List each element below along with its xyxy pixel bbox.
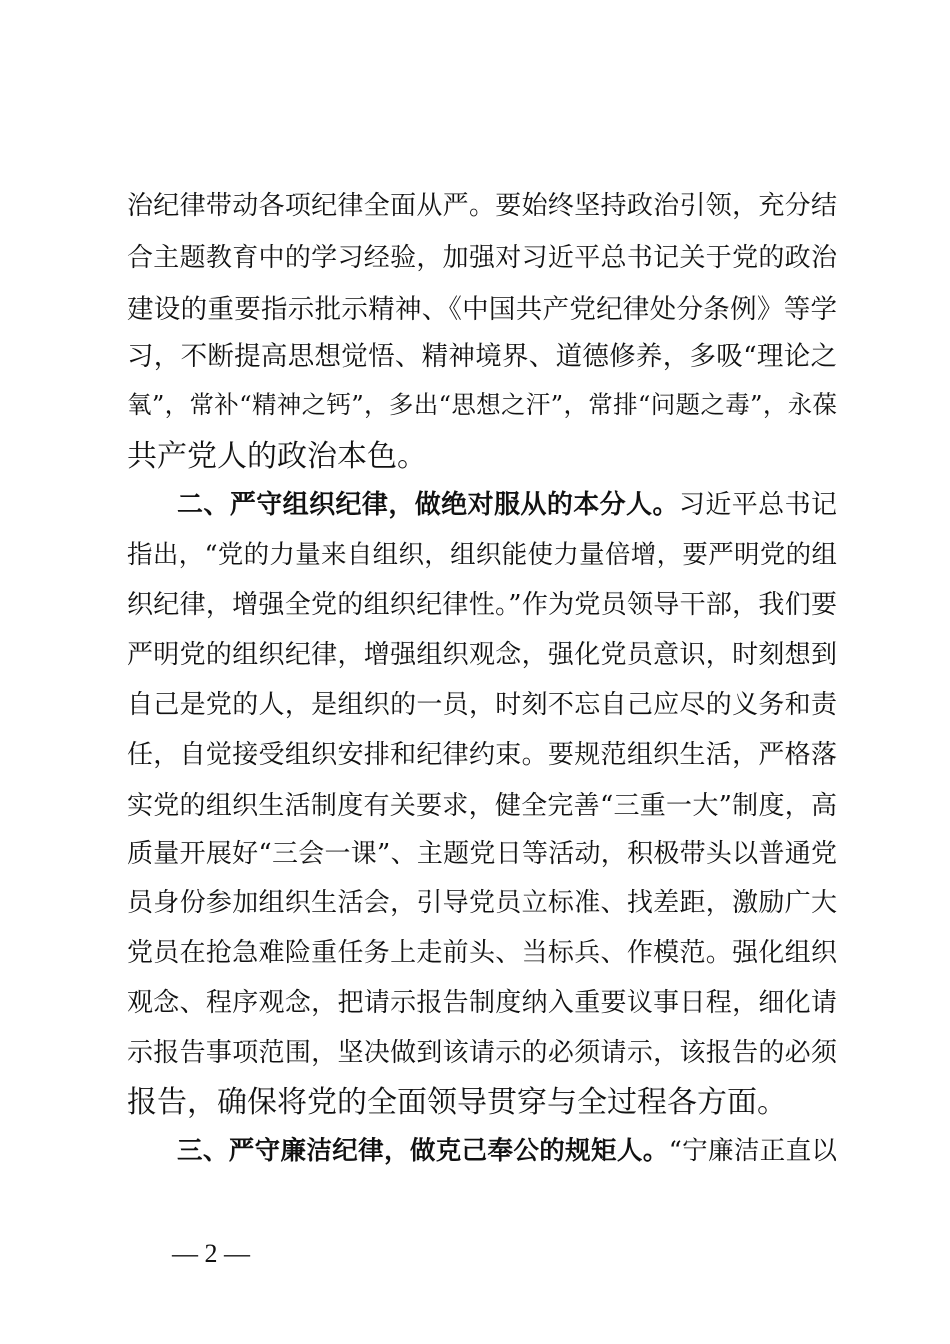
- text-line: 自己是党的人，是组织的一员，时刻不忘自己应尽的义务和责: [127, 690, 837, 720]
- section-heading: 二、严守组织纪律，做绝对服从的本分人。: [177, 490, 679, 520]
- text-line: 严明党的组织纪律，增强组织观念，强化党员意识，时刻想到: [127, 640, 837, 670]
- text-line: 示报告事项范围，坚决做到该请示的必须请示，该报告的必须: [127, 1038, 837, 1068]
- text-line: 合主题教育中的学习经验，加强对习近平总书记关于党的政治: [127, 243, 837, 273]
- section-heading: 三、严守廉洁纪律，做克己奉公的规矩人。: [177, 1136, 669, 1166]
- text-run: 习近平总书记: [678, 490, 837, 520]
- text-line: 员身份参加组织生活会，引导党员立标准、找差距，激励广大: [127, 888, 837, 918]
- text-line: 共产党人的政治本色。: [127, 439, 427, 474]
- text-line: 任，自觉接受组织安排和纪律约束。要规范组织生活，严格落: [127, 740, 837, 770]
- text-line: 织纪律，增强全党的组织纪律性。”作为党员领导干部，我们要: [127, 590, 837, 620]
- text-line: 观念、程序观念，把请示报告制度纳入重要议事日程，细化请: [127, 988, 837, 1018]
- paragraph-first-line: [177, 1126, 837, 1176]
- paragraph-first-line: [177, 480, 837, 530]
- text-line: 实党的组织生活制度有关要求，健全完善“三重一大”制度，高: [127, 791, 837, 821]
- page-number: — 2 —: [172, 1239, 250, 1268]
- text-line: 建设的重要指示批示精神、《中国共产党纪律处分条例》等学: [127, 294, 837, 325]
- text-line: 报告，确保将党的全面领导贯穿与全过程各方面。: [127, 1085, 787, 1120]
- text-run: “宁廉洁正直以: [668, 1136, 837, 1166]
- text-line: 质量开展好“三会一课”、主题党日等活动，积极带头以普通党: [127, 839, 837, 869]
- text-line: 治纪律带动各项纪律全面从严。要始终坚持政治引领，充分结: [127, 191, 837, 221]
- text-line: 党员在抢急难险重任务上走前头、当标兵、作模范。强化组织: [127, 938, 837, 968]
- text-line: 指出，“党的力量来自组织，组织能使力量倍增，要严明党的组: [127, 540, 837, 570]
- text-line: 习，不断提高思想觉悟、精神境界、道德修养，多吸“理论之: [127, 341, 837, 372]
- text-line: 氧”，常补“精神之钙”，多出“思想之汗”，常排“问题之毒”，永葆: [127, 390, 837, 419]
